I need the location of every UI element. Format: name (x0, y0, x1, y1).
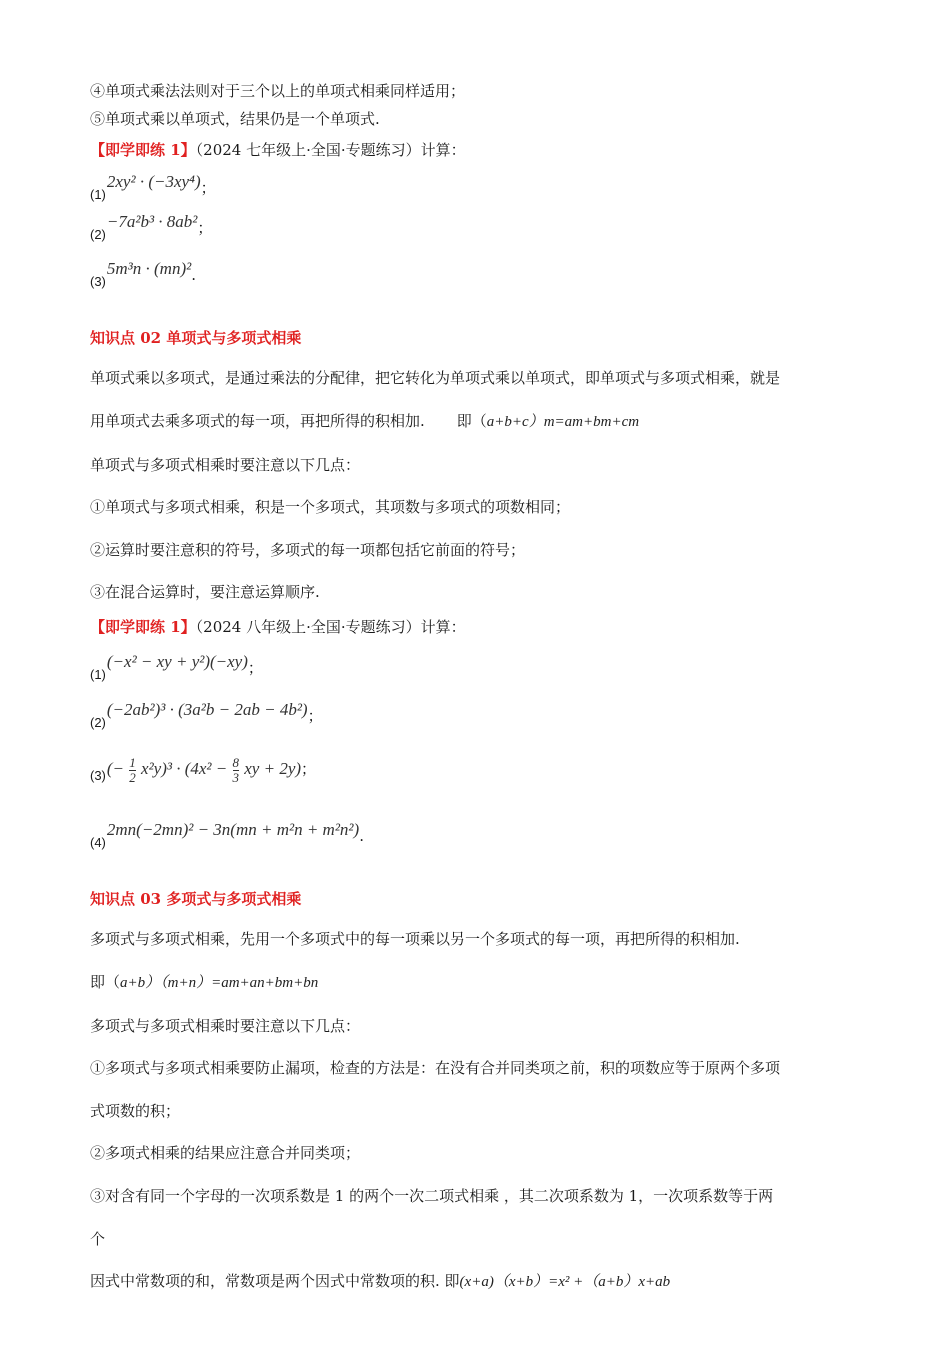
formula-prefix: 即（ (90, 973, 121, 991)
problem-2-3 (90, 752, 316, 787)
note-4: ④单项式乘法法则对于三个以上的单项式相乘同样适用； (90, 82, 466, 100)
expr-part-b: x²y)³ · (4x² − (136, 759, 232, 778)
section-2-point1: ①单项式与多项式相乘，积是一个多项式，其项数与多项式的项数相同； (90, 498, 571, 516)
point3c-formula: (x+a)（x+b）=x² +（a+b）x+ab (459, 1274, 671, 1290)
expr-part-c: xy + 2y) (240, 759, 302, 778)
problem-number: (2) (90, 227, 106, 242)
problem-expression: (−x² − xy + y²)(−xy) (106, 652, 248, 671)
section-3-point3c (90, 1271, 670, 1292)
section-3-point3a: ③对含有同一个字母的一次项系数是 1 的两个一次二项式相乘 ，其二次项系数为 1，一次项系数等于两 (90, 1187, 774, 1205)
problem-expression: (−2ab²)³ · (3a²b − 2ab − 4b²) (106, 700, 308, 719)
problem-end: ； (197, 219, 213, 237)
exercise-source: （2024 八年级上·全国·专题练习）计算： (195, 618, 466, 636)
section-2-point3: ③在混合运算时，要注意运算顺序. (90, 583, 320, 601)
problem-number: (1) (90, 667, 106, 682)
problem-expression: 2mn(−2mn)² − 3n(mn + m²n + m²n²) (106, 820, 360, 839)
exercise-header-1 (90, 140, 466, 160)
problem-1-2 (90, 212, 213, 242)
section-3-point1b: 式项数的积； (90, 1102, 181, 1120)
para2-formula-prefix: 即（ (456, 412, 487, 430)
section-3-point2: ②多项式相乘的结果应注意合并同类项； (90, 1144, 361, 1162)
problem-1-3 (90, 259, 196, 289)
fraction-eight-thirds (233, 756, 240, 785)
problem-expression: −7a²b³ · 8ab² (106, 212, 198, 231)
para2-text: 用单项式去乘多项式的每一项，再把所得的积相加. (90, 412, 425, 430)
problem-number: (4) (90, 835, 106, 850)
fraction-numerator: 1 (129, 754, 136, 770)
exercise-source: （2024 七年级上·全国·专题练习）计算： (195, 141, 466, 159)
point3c-text: 因式中常数项的和，常数项是两个因式中常数项的积. 即 (90, 1272, 460, 1290)
section-3-formula (90, 972, 318, 993)
fraction-denominator: 3 (232, 769, 240, 785)
section-2-point2: ②运算时要注意积的符号，多项式的每一项都包括它前面的符号； (90, 541, 526, 559)
problem-expression: 2xy² · (−3xy⁴) (106, 172, 201, 191)
section-2-attention: 单项式与多项式相乘时要注意以下几点： (90, 456, 361, 474)
section-3-point1a: ①多项式与多项式相乘要防止漏项，检查的方法是：在没有合并同类项之前，积的项数应等于原两个多项 (90, 1059, 781, 1077)
section-3-para1: 多项式与多项式相乘，先用一个多项式中的每一项乘以另一个多项式的每一项，再把所得的积相加. (90, 930, 740, 948)
section-3-point3b: 个 (90, 1230, 106, 1248)
problem-expression (106, 754, 302, 785)
formula: a+b）（m+n）=am+an+bm+bn (120, 975, 319, 991)
problem-expression: 5m³n · (mn)² (106, 259, 192, 278)
problem-end: ； (301, 760, 317, 778)
problem-end: . (191, 266, 196, 284)
problem-end: ； (200, 179, 216, 197)
section-2-para1: 单项式乘以多项式，是通过乘法的分配律，把它转化为单项式乘以单项式，即单项式与多项式相乘，就是 (90, 369, 781, 387)
section-2-title: 知识点 02 单项式与多项式相乘 (90, 329, 302, 347)
problem-1-1 (90, 172, 216, 202)
exercise-header-2 (90, 617, 466, 637)
problem-2-2 (90, 700, 323, 730)
problem-2-4 (90, 820, 364, 850)
problem-number: (2) (90, 715, 106, 730)
fraction-denominator: 2 (129, 769, 136, 785)
expr-part-a: (− (106, 759, 129, 778)
para2-formula: a+b+c）m=am+bm+cm (486, 414, 640, 430)
exercise-tag: 【即学即练 1】 (90, 141, 196, 159)
problem-2-1 (90, 652, 263, 682)
problem-number: (3) (90, 274, 106, 289)
problem-number: (3) (90, 768, 106, 783)
fraction-one-half (129, 756, 136, 785)
exercise-tag: 【即学即练 1】 (90, 618, 196, 636)
problem-end: ； (247, 659, 263, 677)
note-5: ⑤单项式乘以单项式，结果仍是一个单项式. (90, 110, 380, 128)
problem-end: ； (307, 707, 323, 725)
section-3-attention: 多项式与多项式相乘时要注意以下几点： (90, 1017, 361, 1035)
section-3-title: 知识点 03 多项式与多项式相乘 (90, 890, 302, 908)
section-2-para2 (90, 411, 639, 432)
problem-end: . (359, 827, 364, 845)
fraction-numerator: 8 (232, 754, 240, 770)
problem-number: (1) (90, 187, 106, 202)
